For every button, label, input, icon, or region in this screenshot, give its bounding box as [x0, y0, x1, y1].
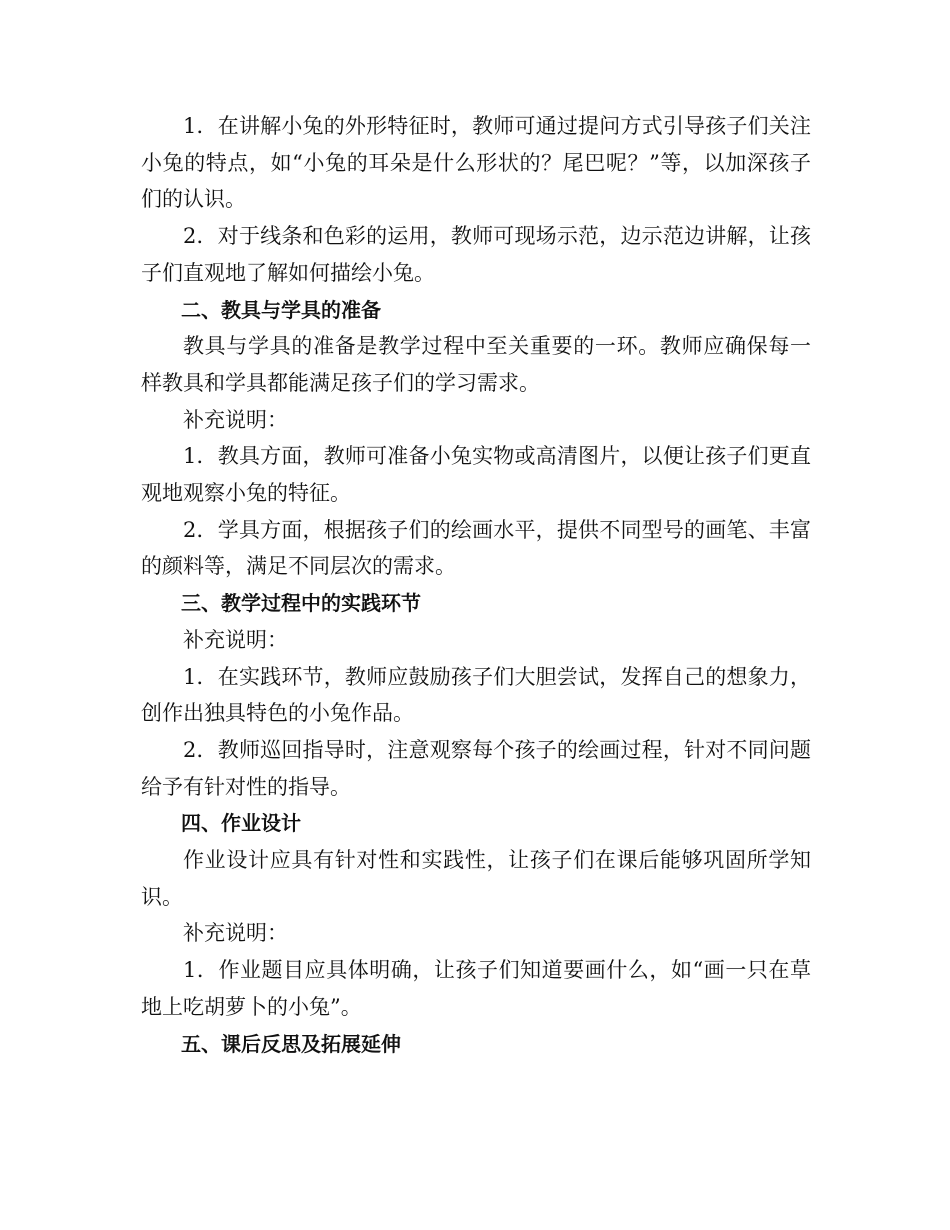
paragraph-homework-topic: 1．作业题目应具体明确，让孩子们知道要画什么，如“画一只在草地上吃胡萝卜的小兔”。	[141, 958, 811, 1019]
paragraph-practice-guidance: 2．教师巡回指导时，注意观察每个孩子的绘画过程，针对不同问题给予有针对性的指导。	[141, 737, 811, 799]
paragraph-feature-questioning: 1．在讲解小兔的外形特征时，教师可通过提问方式引导孩子们关注小兔的特点，如“小兔的耳朵是什么形状的？尾巴呢？”等，以加深孩子们的认识。	[141, 114, 811, 212]
section-heading-teaching-aids: 二、教具与学具的准备	[181, 297, 381, 322]
paragraph-teaching-aids: 1．教具方面，教师可准备小兔实物或高清图片，以便让孩子们更直观地观察小兔的特征。	[141, 444, 811, 506]
paragraph-aids-intro: 教具与学具的准备是教学过程中至关重要的一环。教师应确保每一样教具和学具都能满足孩子们的学习需求。	[141, 334, 811, 395]
paragraph-supplement-label: 补充说明：	[183, 407, 288, 432]
section-heading-practice: 三、教学过程中的实践环节	[181, 591, 421, 616]
section-heading-homework: 四、作业设计	[181, 811, 301, 836]
paragraph-learning-tools: 2．学具方面，根据孩子们的绘画水平，提供不同型号的画笔、丰富的颜料等，满足不同层次的需求。	[141, 517, 811, 579]
document-body	[141, 108, 811, 1062]
paragraph-practice-encourage: 1．在实践环节，教师应鼓励孩子们大胆尝试，发挥自己的想象力，创作出独具特色的小兔作品。	[141, 664, 811, 726]
paragraph-line-color-demo: 2．对于线条和色彩的运用，教师可现场示范，边示范边讲解，让孩子们直观地了解如何描绘小兔。	[141, 224, 811, 285]
section-heading-reflection: 五、课后反思及拓展延伸	[181, 1031, 401, 1056]
paragraph-supplement-label: 补充说明：	[183, 627, 288, 652]
paragraph-supplement-label: 补充说明：	[183, 921, 288, 946]
paragraph-homework-intro: 作业设计应具有针对性和实践性，让孩子们在课后能够巩固所学知识。	[141, 848, 811, 909]
